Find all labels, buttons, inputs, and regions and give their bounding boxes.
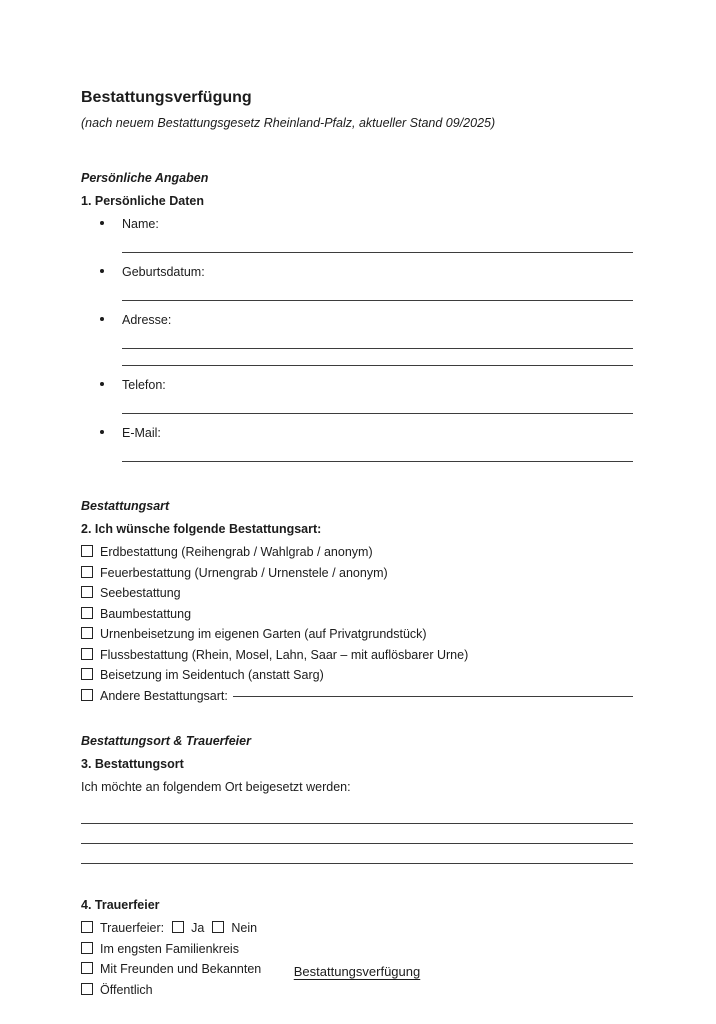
field-birthdate-label: Geburtsdatum:: [122, 265, 205, 279]
option-label: Andere Bestattungsart:: [100, 688, 228, 703]
field-address: [100, 313, 633, 328]
checkbox-icon: [81, 545, 93, 557]
bestattungsort-line-2: [81, 843, 633, 844]
document-title: Bestattungsverfügung: [81, 89, 252, 106]
checkbox-icon: [81, 586, 93, 598]
option-familienkreis: [81, 939, 633, 960]
option-label: Feuerbestattung (Urnengrab / Urnenstele / anonym): [100, 565, 388, 580]
option-erdbestattung: [81, 542, 633, 563]
bullet-icon: [100, 221, 104, 225]
footer-title: Bestattungsverfügung: [293, 964, 421, 979]
checkbox-icon: [81, 566, 93, 578]
option-label: Urnenbeisetzung im eigenen Garten (auf Privatgrundstück): [100, 627, 427, 641]
field-email: [100, 426, 633, 441]
option-label: Mit Freunden und Bekannten: [100, 962, 262, 976]
bestattungsort-prompt: Ich möchte an folgendem Ort beigesetzt werden:: [81, 780, 351, 794]
checkbox-ja-icon: [172, 921, 184, 933]
option-label: Seebestattung: [100, 586, 181, 600]
option-label: Flussbestattung (Rhein, Mosel, Lahn, Saar – mit auflösbarer Urne): [100, 647, 469, 662]
nein-label: Nein: [231, 921, 258, 935]
field-name-line: [122, 252, 633, 253]
subheading-bestattungsort: 3. Bestattungsort: [81, 757, 184, 771]
option-label: Baumbestattung: [100, 606, 192, 621]
checkbox-icon: [81, 607, 93, 619]
field-phone-label: Telefon:: [122, 378, 166, 392]
option-flussbestattung: [81, 645, 633, 666]
option-label: Erdbestattung (Reihengrab / Wahlgrab / anonym): [100, 545, 373, 559]
option-trauerfeier-janein: [81, 918, 633, 939]
option-baumbestattung: [81, 604, 633, 625]
section-heading-ort-trauerfeier: Bestattungsort & Trauerfeier: [81, 734, 251, 748]
field-email-line: [122, 461, 633, 462]
bullet-icon: [100, 317, 104, 321]
option-label: Beisetzung im Seidentuch (anstatt Sarg): [100, 668, 324, 682]
field-name-label: Name:: [122, 217, 159, 231]
field-phone-line: [122, 413, 633, 414]
option-label: Öffentlich: [100, 982, 153, 997]
trauerfeier-options: [81, 918, 633, 1000]
option-urnenbeisetzung: [81, 624, 633, 645]
option-andere-bestattungsart: [81, 686, 633, 707]
checkbox-icon: [81, 942, 93, 954]
bullet-icon: [100, 382, 104, 386]
trauerfeier-label: Trauerfeier:: [100, 921, 165, 935]
field-name: [100, 217, 633, 232]
subheading-trauerfeier: 4. Trauerfeier: [81, 898, 160, 912]
bestattungsart-options: [81, 542, 633, 706]
section-heading-bestattungsart: Bestattungsart: [81, 499, 170, 513]
checkbox-icon: [81, 648, 93, 660]
checkbox-icon: [81, 668, 93, 680]
personal-fields: [81, 217, 633, 462]
subheading-personal-data: 1. Persönliche Daten: [81, 194, 204, 208]
field-address-line-1: [122, 348, 633, 349]
bestattungsort-line-1: [81, 823, 633, 824]
checkbox-icon: [81, 921, 93, 933]
bullet-icon: [100, 430, 104, 434]
field-email-label: E-Mail:: [122, 426, 161, 440]
andere-bestattungsart-line: [233, 696, 633, 697]
field-address-line-2: [122, 365, 633, 366]
option-feuerbestattung: [81, 563, 633, 584]
field-address-label: Adresse:: [122, 313, 172, 327]
bullet-icon: [100, 269, 104, 273]
checkbox-nein-icon: [212, 921, 224, 933]
field-birthdate-line: [122, 300, 633, 301]
field-birthdate: [100, 265, 633, 280]
section-heading-personal: Persönliche Angaben: [81, 171, 209, 185]
option-seidentuch: [81, 665, 633, 686]
option-seebestattung: [81, 583, 633, 604]
document-subtitle: (nach neuem Bestattungsgesetz Rheinland-Pfalz, aktueller Stand 09/2025): [81, 116, 496, 130]
field-phone: [100, 378, 633, 393]
checkbox-icon: [81, 627, 93, 639]
subheading-bestattungsart: 2. Ich wünsche folgende Bestattungsart:: [81, 522, 322, 536]
checkbox-icon: [81, 689, 93, 701]
ja-label: Ja: [191, 921, 205, 935]
option-label: Im engsten Familienkreis: [100, 941, 239, 956]
checkbox-icon: [81, 983, 93, 995]
option-oeffentlich: [81, 980, 633, 1001]
